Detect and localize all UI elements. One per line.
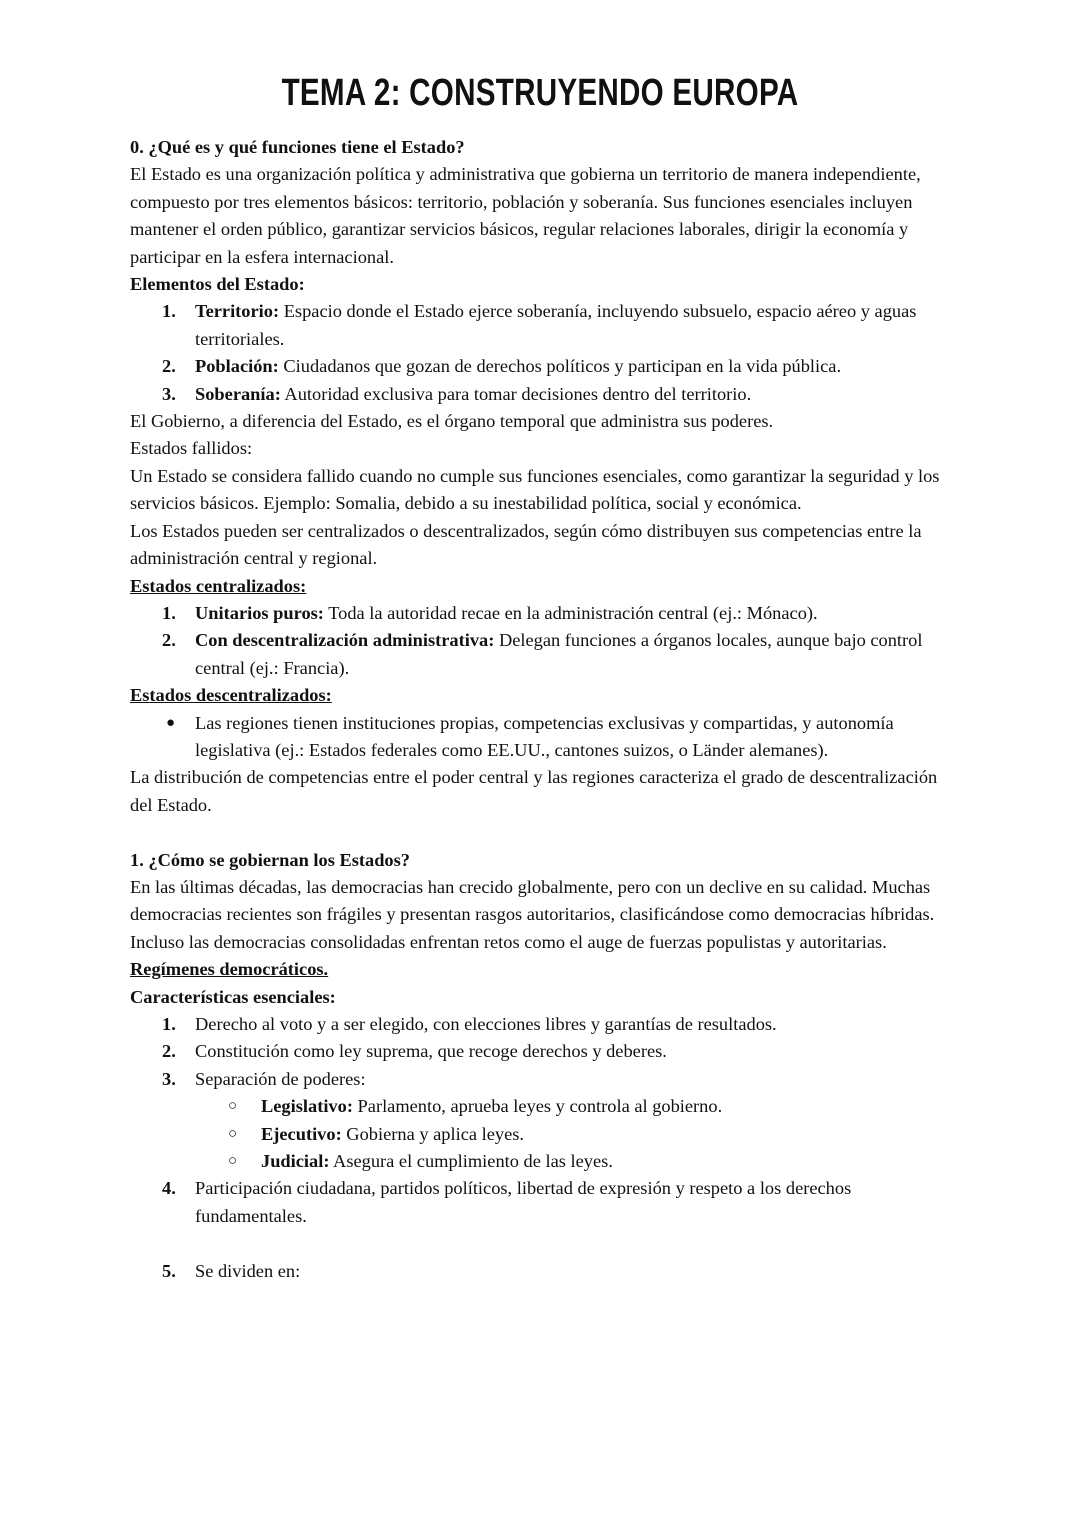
list-number: 4. <box>162 1178 176 1199</box>
list-text: Constitución como ley suprema, que recoge derechos y deberes. <box>195 1041 667 1062</box>
section-0-heading: 0. ¿Qué es y qué funciones tiene el Estado? <box>130 137 465 157</box>
gobierno-text: El Gobierno, a diferencia del Estado, es el órgano temporal que administra sus poderes. <box>130 411 774 432</box>
list-item <box>130 1011 950 1038</box>
list-number: 1. <box>162 1013 176 1034</box>
spacer <box>130 819 950 846</box>
list-text: Asegura el cumplimiento de las leyes. <box>329 1151 613 1172</box>
list-item <box>130 1175 950 1230</box>
list-number: 1. <box>162 602 176 623</box>
list-number: 3. <box>162 1068 176 1089</box>
list-text: Espacio donde el Estado ejerce soberanía, incluyendo subsuelo, espacio aéreo y aguas territoriales. <box>195 301 917 349</box>
list-term: Soberanía: <box>195 383 281 404</box>
elementos-heading: Elementos del Estado: <box>130 274 305 295</box>
list-item <box>130 600 950 627</box>
list-item <box>130 1148 950 1175</box>
list-number: 1. <box>162 301 176 322</box>
list-item <box>130 1066 950 1176</box>
centralizados-heading: Estados centralizados: <box>130 575 307 596</box>
list-text: Las regiones tienen instituciones propias, competencias exclusivas y compartidas, y autonomía legislativa (ej.: Estados federales como EE.UU., cantones suizos, o Länder alemanes). <box>195 712 894 760</box>
section-0-intro: El Estado es una organización política y administrativa que gobierna un territorio de manera independiente, compuesto por tres elementos básicos: territorio, población y soberanía. Sus funciones esenciales incluyen mantener el orden público, garantizar servicios básicos, regular relaciones laborales, dirigir la economía y participar en la esfera internacional. <box>130 164 921 267</box>
list-number: 3. <box>162 383 176 404</box>
fallidos-text: Un Estado se considera fallido cuando no cumple sus funciones esenciales, como garantizar la seguridad y los servicios básicos. Ejemplo: Somalia, debido a su inestabilidad política, social y económica. <box>130 465 940 514</box>
list-item <box>130 1121 950 1148</box>
section-1-intro: En las últimas décadas, las democracias han crecido globalmente, pero con un declive en su calidad. Muchas democracias recientes son frágiles y presentan rasgos autoritarios, clasificándose como democracias híbridas. Incluso las democracias consolidadas enfrentan retos como el auge de fuerzas populistas y autoritarias. <box>130 876 935 952</box>
list-text: Separación de poderes: <box>195 1068 366 1089</box>
list-text: Participación ciudadana, partidos políticos, libertad de expresión y respeto a los derechos fundamentales. <box>195 1178 852 1226</box>
regimenes-heading: Regímenes democráticos. <box>130 959 329 980</box>
list-item <box>130 298 950 353</box>
list-item <box>130 1093 950 1120</box>
list-text: Se dividen en: <box>195 1260 301 1281</box>
list-text: Parlamento, aprueba leyes y controla al gobierno. <box>352 1096 723 1117</box>
list-item <box>130 627 950 682</box>
section-1-heading: 1. ¿Cómo se gobiernan los Estados? <box>130 849 410 870</box>
list-text: Derecho al voto y a ser elegido, con elecciones libres y garantías de resultados. <box>195 1013 777 1034</box>
spacer <box>130 1230 950 1257</box>
list-text: Gobierna y aplica leyes. <box>341 1123 525 1144</box>
list-item <box>130 1038 950 1065</box>
descentralizados-list <box>130 710 950 765</box>
descentralizados-heading: Estados descentralizados: <box>130 685 332 706</box>
centralizacion-text: Los Estados pueden ser centralizados o descentralizados, según cómo distribuyen sus competencias entre la administración central y regional. <box>130 520 922 569</box>
list-term: Unitarios puros: <box>195 602 324 623</box>
list-number: 5. <box>162 1260 176 1281</box>
list-term: Ejecutivo: <box>261 1123 342 1144</box>
bullet-icon: ● <box>166 714 176 731</box>
list-number: 2. <box>162 1041 176 1062</box>
list-item <box>130 710 950 765</box>
circle-bullet-icon: ○ <box>228 1153 238 1170</box>
caracteristicas-heading: Características esenciales: <box>130 986 336 1007</box>
elementos-list <box>130 298 950 408</box>
list-item <box>130 353 950 380</box>
list-number: 2. <box>162 630 176 651</box>
poderes-list <box>195 1093 950 1175</box>
list-text: Autoridad exclusiva para tomar decisiones dentro del territorio. <box>280 383 752 404</box>
list-term: Legislativo: <box>261 1096 353 1117</box>
circle-bullet-icon: ○ <box>228 1098 238 1115</box>
list-number: 2. <box>162 356 176 377</box>
list-text: Delegan funciones a órganos locales, aunque bajo control central (ej.: Francia). <box>195 630 923 678</box>
list-item <box>130 1258 950 1285</box>
document-body <box>130 134 950 1285</box>
caracteristicas-list <box>130 1011 950 1230</box>
list-item <box>130 381 950 408</box>
list-text: Ciudadanos que gozan de derechos políticos y participan en la vida pública. <box>278 356 842 377</box>
distribucion-text: La distribución de competencias entre el poder central y las regiones caracteriza el grado de descentralización del Estado. <box>130 767 938 815</box>
list-term: Judicial: <box>261 1151 330 1172</box>
centralizados-list <box>130 600 950 682</box>
list-term: Con descentralización administrativa: <box>195 630 495 651</box>
page-title: TEMA 2: CONSTRUYENDO EUROPA <box>281 72 799 114</box>
circle-bullet-icon: ○ <box>228 1125 238 1142</box>
list-term: Población: <box>195 356 279 377</box>
list-text: Toda la autoridad recae en la administración central (ej.: Mónaco). <box>323 602 818 623</box>
list-term: Territorio: <box>195 301 280 322</box>
fallidos-label: Estados fallidos: <box>130 438 253 459</box>
caracteristicas-list-cont <box>130 1258 950 1285</box>
